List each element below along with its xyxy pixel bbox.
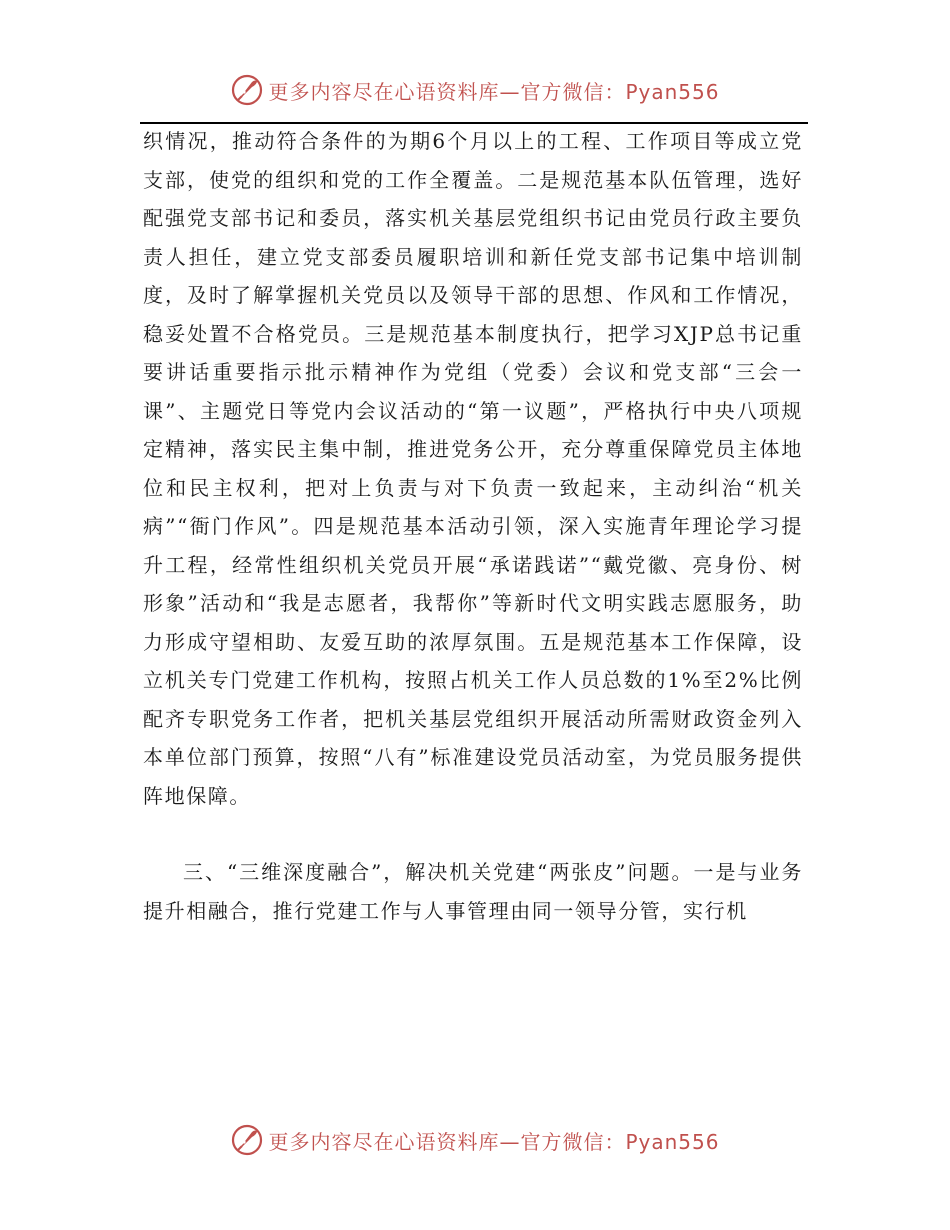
document-body bbox=[143, 122, 803, 930]
body-paragraph-2: 三、“三维深度融合”，解决机关党建“两张皮”问题。一是与业务提升相融合，推行党建工作与人事管理由同一领导分管，实行机 bbox=[143, 860, 803, 923]
quill-pen-icon bbox=[230, 73, 264, 107]
footer-banner-text: 更多内容尽在心语资料库—官方微信：Pyan556 bbox=[268, 1129, 720, 1154]
header-banner-text: 更多内容尽在心语资料库—官方微信：Pyan556 bbox=[268, 79, 720, 104]
footer-banner bbox=[0, 1120, 950, 1160]
quill-pen-icon bbox=[230, 1123, 264, 1157]
body-paragraph-1: 织情况，推动符合条件的为期6个月以上的工程、工作项目等成立党支部，使党的组织和党的工作全覆盖。二是规范基本队伍管理，选好配强党支部书记和委员，落实机关基层党组织书记由党员行政主要负责人担任，建立党支部委员履职培训和新任党支部书记集中培训制度，及时了解掌握机关党员以及领导干部的思想、作风和工作情况，稳妥处置不合格党员。三是规范基本制度执行，把学习XJP总书记重要讲话重要指示批示精神作为党组（党委）会议和党支部“三会一课”、主题党日等党内会议活动的“第一议题”，严格执行中央八项规定精神，落实民主集中制，推进党务公开，充分尊重保障党员主体地位和民主权利，把对上负责与对下负责一致起来，主动纠治“机关病”“衙门作风”。四是规范基本活动引领，深入实施青年理论学习提升工程，经常性组织机关党员开展“承诺践诺”“戴党徽、亮身份、树形象”活动和“我是志愿者，我帮你”等新时代文明实践志愿服务，助力形成守望相助、友爱互助的浓厚氛围。五是规范基本工作保障，设立机关专门党建工作机构，按照占机关工作人员总数的1%至2%比例配齐专职党务工作者，把机关基层党组织开展活动所需财政资金列入本单位部门预算，按照“八有”标准建设党员活动室，为党员服务提供阵地保障。 bbox=[143, 129, 803, 808]
header-banner bbox=[0, 70, 950, 110]
